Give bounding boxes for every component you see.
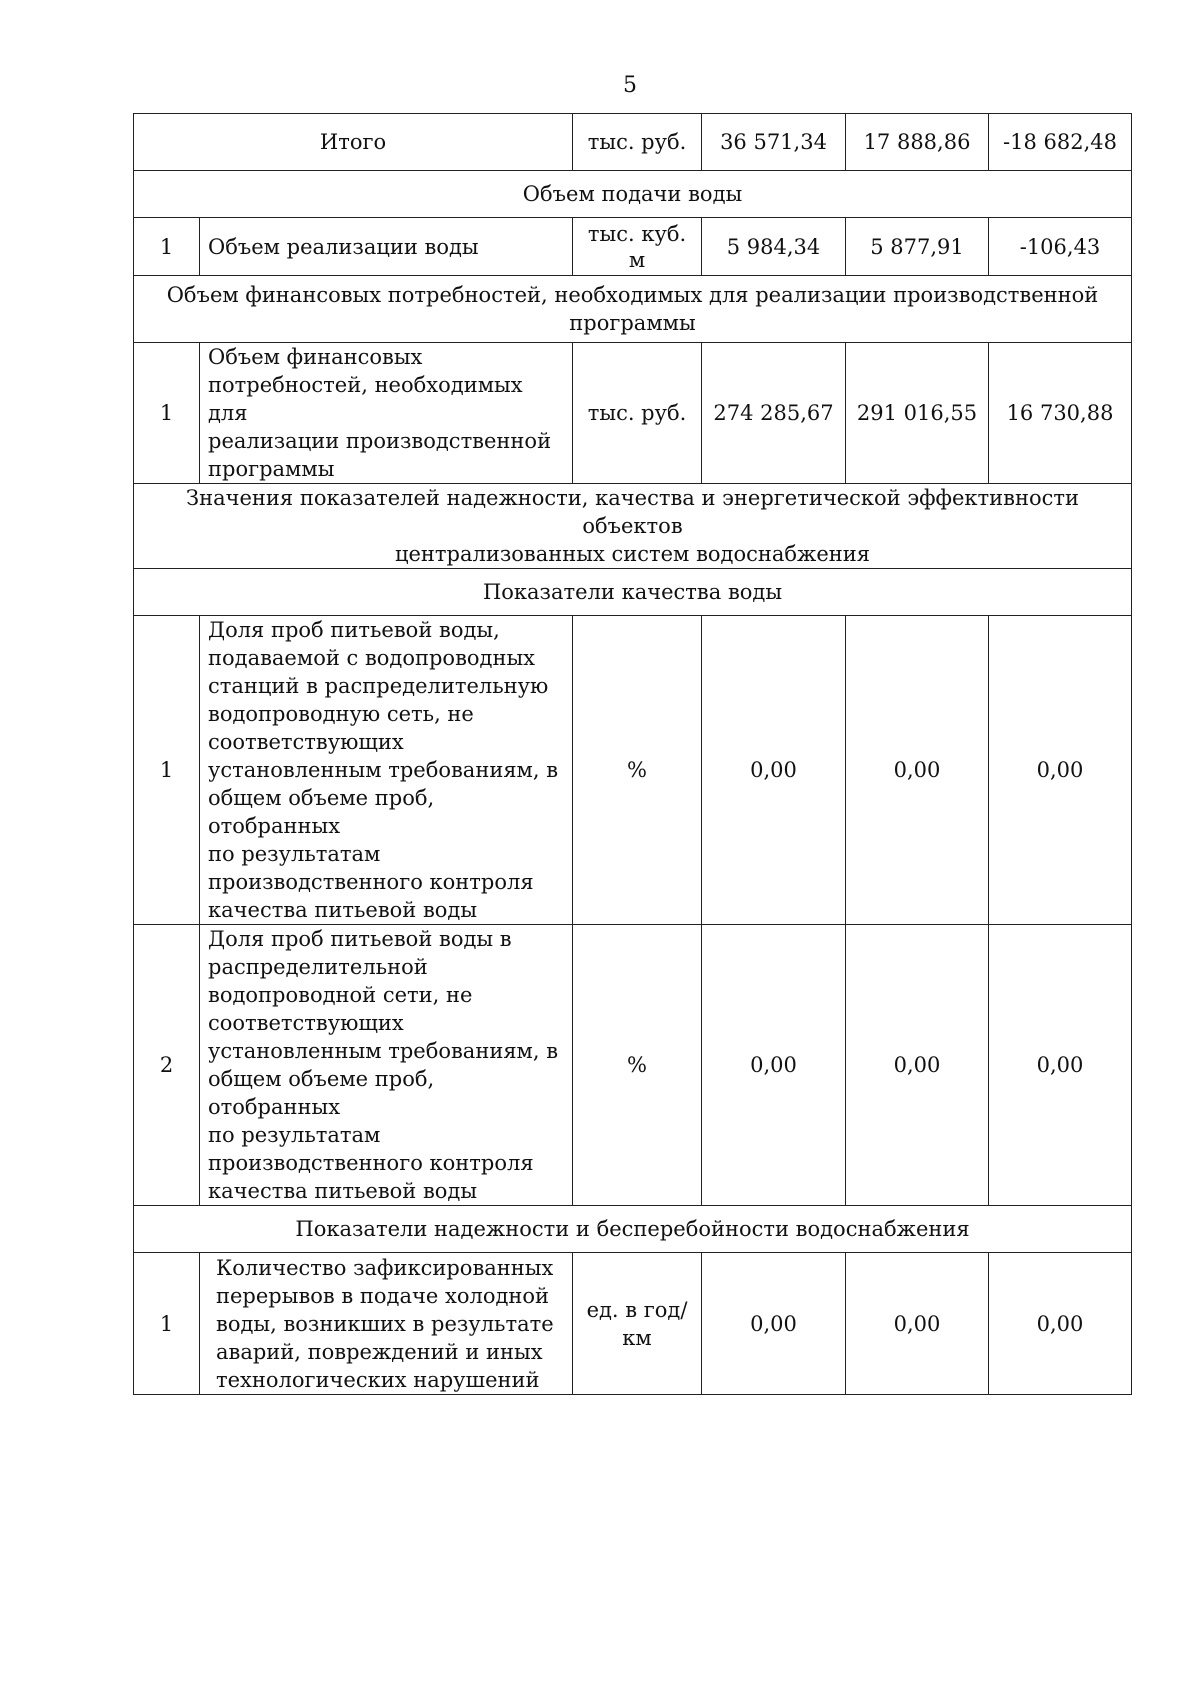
name-line: качества питьевой воды [208, 898, 478, 922]
total-value-2: 17 888,86 [846, 114, 989, 171]
name-line: перерывов в подаче холодной [216, 1283, 550, 1308]
name-line: Количество зафиксированных [216, 1255, 554, 1280]
name-line: водопроводной сети, не [208, 983, 473, 1007]
name-line: по результатам [208, 1123, 381, 1147]
name-line: аварий, повреждений и иных [216, 1339, 543, 1364]
unit-line: тыс. куб. [587, 221, 687, 246]
section-title-line: Значения показателей надежности, качества и энергетической эффективности объектов [186, 486, 1079, 538]
row-number: 1 [134, 343, 200, 484]
row-number: 1 [134, 616, 200, 925]
total-row [134, 114, 1132, 171]
unit-line: ед. в год/ [586, 1297, 688, 1322]
name-line: общем объеме проб, отобранных [208, 786, 435, 838]
total-value-3: -18 682,48 [989, 114, 1132, 171]
row-value-2: 5 877,91 [846, 218, 989, 276]
row-value-1: 0,00 [702, 925, 846, 1206]
name-line: качества питьевой воды [208, 1179, 478, 1203]
section-title-reliability: Показатели надежности и бесперебойности водоснабжения [134, 1206, 1132, 1253]
name-line: программы [208, 457, 335, 481]
table-row [134, 1253, 1132, 1395]
name-line: технологических нарушений [216, 1367, 540, 1392]
page-number: 5 [623, 73, 637, 98]
table-row [134, 218, 1132, 276]
name-line: станций в распределительную [208, 674, 549, 698]
name-line: общем объеме проб, отобранных [208, 1067, 435, 1119]
name-line: воды, возникших в результате [216, 1311, 554, 1336]
row-name [200, 343, 573, 484]
row-value-3: 0,00 [989, 1253, 1132, 1395]
row-value-1: 274 285,67 [702, 343, 846, 484]
section-title-financial [134, 276, 1132, 343]
name-line: Объем финансовых [208, 345, 423, 369]
row-name: Объем реализации воды [200, 218, 573, 276]
table-row [134, 925, 1132, 1206]
section-header [134, 1206, 1132, 1253]
row-name [200, 616, 573, 925]
total-value-1: 36 571,34 [702, 114, 846, 171]
name-line: подаваемой с водопроводных [208, 646, 536, 670]
section-title-line: Объем финансовых потребностей, необходимых для реализации производственной [166, 283, 1099, 307]
row-unit [573, 1253, 702, 1395]
section-header [134, 276, 1132, 343]
name-line: соответствующих [208, 730, 404, 754]
name-line: производственного контроля [208, 870, 534, 894]
name-line: Доля проб питьевой воды в [208, 927, 512, 951]
row-name [200, 925, 573, 1206]
unit-line: м [628, 247, 646, 272]
row-value-3: 16 730,88 [989, 343, 1132, 484]
section-header [134, 569, 1132, 616]
section-title-line: программы [569, 311, 696, 335]
unit-line: км [622, 1325, 652, 1350]
section-header [134, 171, 1132, 218]
section-title-indicators [134, 484, 1132, 569]
table-row [134, 343, 1132, 484]
row-value-1: 5 984,34 [702, 218, 846, 276]
row-unit: % [573, 616, 702, 925]
row-value-3: -106,43 [989, 218, 1132, 276]
name-line: по результатам [208, 842, 381, 866]
row-value-2: 291 016,55 [846, 343, 989, 484]
section-title-quality: Показатели качества воды [134, 569, 1132, 616]
row-number: 1 [134, 1253, 200, 1395]
name-line: реализации производственной [208, 429, 552, 453]
row-value-1: 0,00 [702, 616, 846, 925]
total-label: Итого [134, 114, 573, 171]
name-line: распределительной [208, 955, 428, 979]
row-unit: % [573, 925, 702, 1206]
name-line: установленным требованиям, в [208, 1039, 559, 1063]
table-row [134, 616, 1132, 925]
section-header [134, 484, 1132, 569]
row-value-2: 0,00 [846, 616, 989, 925]
total-unit: тыс. руб. [573, 114, 702, 171]
row-number: 1 [134, 218, 200, 276]
section-title-water-supply: Объем подачи воды [134, 171, 1132, 218]
row-value-3: 0,00 [989, 925, 1132, 1206]
row-value-3: 0,00 [989, 616, 1132, 925]
row-number: 2 [134, 925, 200, 1206]
row-unit: тыс. руб. [573, 343, 702, 484]
row-value-2: 0,00 [846, 925, 989, 1206]
section-title-line: централизованных систем водоснабжения [394, 542, 871, 566]
row-value-1: 0,00 [702, 1253, 846, 1395]
name-line: установленным требованиям, в [208, 758, 559, 782]
indicators-table [133, 113, 1132, 1395]
row-unit [573, 218, 702, 276]
name-line: потребностей, необходимых для [208, 373, 523, 425]
name-line: соответствующих [208, 1011, 404, 1035]
name-line: Доля проб питьевой воды, [208, 618, 500, 642]
name-line: производственного контроля [208, 1151, 534, 1175]
name-line: водопроводную сеть, не [208, 702, 474, 726]
row-name [200, 1253, 573, 1395]
row-value-2: 0,00 [846, 1253, 989, 1395]
